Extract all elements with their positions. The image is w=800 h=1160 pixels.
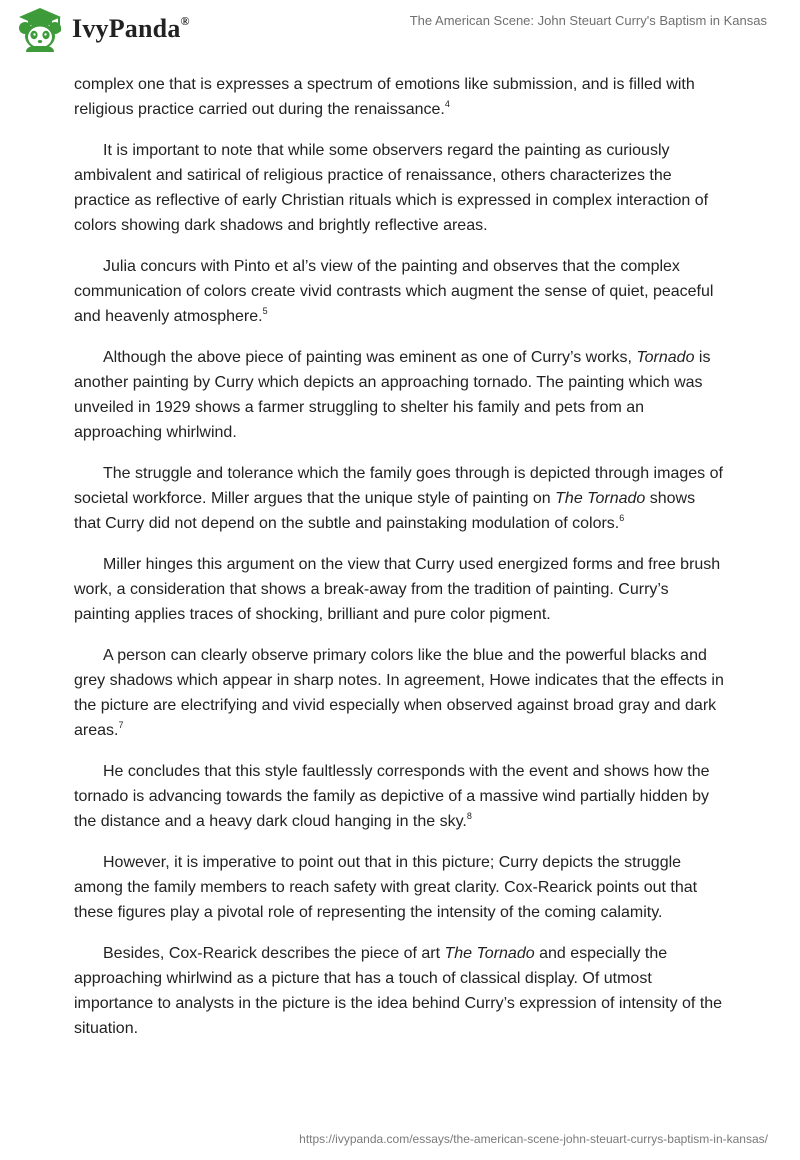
panda-graduation-cap-icon	[14, 6, 66, 52]
italic-title: Tornado	[636, 349, 695, 366]
footnote-marker: 5	[262, 306, 268, 316]
ivypanda-logo[interactable]	[14, 6, 190, 52]
paragraph	[74, 254, 724, 329]
paragraph-text: Besides, Cox-Rearick describes the piece of art	[103, 945, 445, 962]
paragraph-text: shows that Curry did not depend on the subtle and painstaking modulation of colors.	[74, 490, 696, 532]
essay-body	[74, 72, 724, 1057]
paragraph-text: It is important to note that while some observers regard the painting as curiously ambivalent and satirical of religious practice of renaissance, others characterizes the practice as reflective of early Christian rituals which is expressed in complex interaction of colors showing dark shadows and brightly reflective areas.	[74, 142, 709, 234]
paragraph-text: However, it is imperative to point out that in this picture; Curry depicts the struggle among the family members to reach safety with great clarity. Cox-Rearick points out that these figures play a pivotal role of representing the intensity of the coming calamity.	[74, 854, 698, 921]
footnote-marker: 6	[619, 513, 625, 523]
source-url[interactable]: https://ivypanda.com/essays/the-american-scene-john-steuart-currys-baptism-in-kansas/	[299, 1132, 768, 1146]
footnote-marker: 7	[118, 720, 124, 730]
paragraph	[74, 850, 724, 925]
page-header	[0, 0, 800, 60]
paragraph-text: Julia concurs with Pinto et al’s view of the painting and observes that the complex communication of colors create vivid contrasts which augment the sense of quiet, peaceful and heavenly atmosphere.	[74, 258, 714, 325]
footnote-marker: 4	[444, 99, 450, 109]
logo-wordmark	[72, 14, 190, 44]
italic-title: The Tornado	[444, 945, 535, 962]
logo-name: IvyPanda	[72, 14, 181, 43]
paragraph-text: He concludes that this style faultlessly corresponds with the event and shows how the tornado is advancing towards the family as depictive of a massive wind partially hidden by the distance and a heavy dark cloud hanging in the sky.	[74, 763, 710, 830]
paragraph-text: Although the above piece of painting was eminent as one of Curry’s works,	[103, 349, 637, 366]
italic-title: The Tornado	[555, 490, 646, 507]
paragraph-text: Miller hinges this argument on the view that Curry used energized forms and free brush work, a consideration that shows a break-away from the tradition of painting. Curry’s painting applies traces of shocking, brilliant and pure color pigment.	[74, 556, 721, 623]
paragraph	[74, 138, 724, 238]
paragraph	[74, 941, 724, 1041]
paragraph	[74, 345, 724, 445]
document-title: The American Scene: John Steuart Curry's Baptism in Kansas	[409, 13, 767, 28]
paragraph-text: The struggle and tolerance which the family goes through is depicted through images of societal workforce. Miller argues that the unique style of painting on	[74, 465, 723, 507]
paragraph	[74, 759, 724, 834]
paragraph	[74, 643, 724, 743]
paragraph	[74, 461, 724, 536]
paragraph	[74, 72, 724, 122]
footnote-marker: 8	[466, 811, 472, 821]
paragraph-text: A person can clearly observe primary colors like the blue and the powerful blacks and grey shadows which appear in sharp notes. In agreement, Howe indicates that the effects in the picture are electrifying and vivid especially when observed against broad gray and dark areas.	[74, 647, 724, 739]
paragraph-text: and especially the approaching whirlwind as a picture that has a touch of classical display. Of utmost importance to analysts in the picture is the idea behind Curry’s expression of intensity of the situation.	[74, 945, 723, 1037]
logo-registered-mark: ®	[180, 14, 190, 28]
paragraph-text: complex one that is expresses a spectrum of emotions like submission, and is filled with religious practice carried out during the renaissance.	[74, 76, 695, 118]
paragraph-text: is another painting by Curry which depicts an approaching tornado. The painting which was unveiled in 1929 shows a farmer struggling to shelter his family and pets from an approaching whirlwind.	[74, 349, 711, 441]
paragraph	[74, 552, 724, 627]
